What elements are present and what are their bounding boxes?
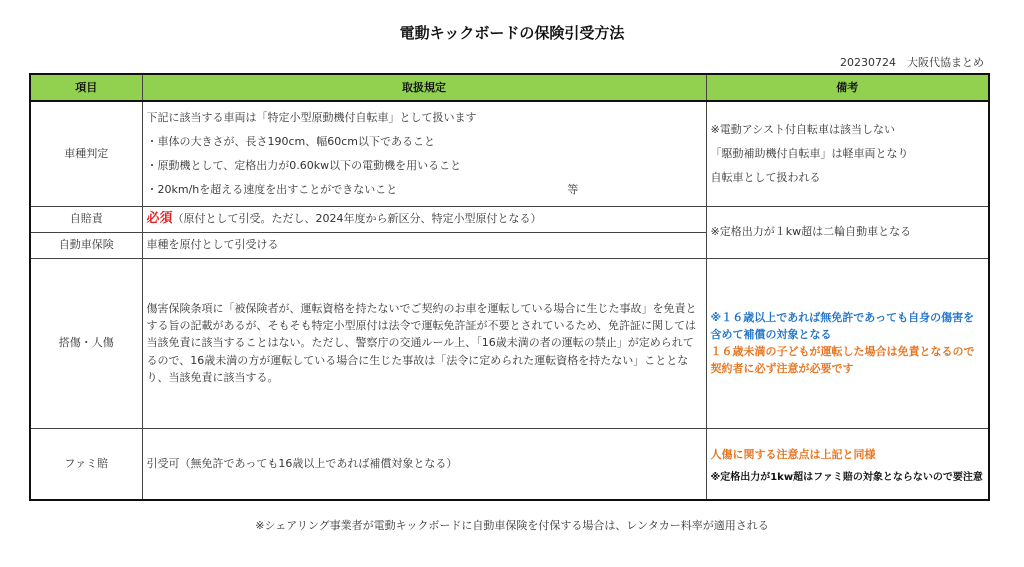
footer-note: ※シェアリング事業者が電動キックボードに自動車保険を付保する場合は、レンタカー料率が適用される: [255, 519, 769, 532]
page-subtitle: 20230724 大阪代協まとめ: [840, 56, 984, 69]
row-family-label: ファミ賠: [30, 428, 142, 500]
injury-note-blue: ※１６歳以上であれば無免許であっても自身の傷害を含めて補償の対象となる: [710, 310, 975, 341]
vehicle-note-3: 自転車として扱われる: [710, 170, 821, 184]
family-note-orange: 人傷に関する注意点は上記と同様: [710, 447, 876, 461]
header-rule: 取扱規定: [142, 74, 706, 101]
vehicle-line-3: ・原動機として、定格出力が0.60kw以下の電動機を用いること: [146, 158, 462, 172]
row-vehicle-label: 車種判定: [30, 101, 142, 206]
row-auto-rule: 車種を原付として引受ける: [142, 232, 706, 258]
row-family-rule: 引受可（無免許であっても16歳以上であれば補償対象となる）: [142, 428, 706, 500]
row-injury: [30, 258, 989, 428]
vehicle-line-4: [147, 178, 702, 202]
vehicle-line-4-text: ・20km/hを超える速度を出すことができないこと: [146, 182, 398, 196]
page-title: 電動キックボードの保険引受方法: [399, 24, 625, 42]
header-item: 項目: [30, 74, 142, 101]
vehicle-note-1: ※電動アシスト付自転車は該当しない: [710, 122, 895, 136]
row-family: [30, 428, 989, 500]
injury-note-orange: １６歳未満の子どもが運転した場合は免責となるので契約者に必ず注意が必要です: [710, 345, 975, 376]
row-cali: [30, 206, 989, 232]
vehicle-note-2: 「駆動補助機付自転車」は軽車両となり: [710, 146, 909, 160]
must-badge: 必須: [146, 210, 173, 226]
table-header-row: [30, 74, 989, 101]
vehicle-line-2: ・車体の大きさが、長さ190cm、幅60cm以下であること: [146, 134, 436, 148]
vehicle-line-4-etc: 等: [567, 182, 579, 196]
row-injury-note: [706, 258, 989, 428]
row-injury-rule: 傷害保険条項に「被保険者が、運転資格を持たないでご契約のお車を運転している場合に生じた事故」を免責とする旨の記載があるが、そもそも特定小型原付は法令で運転免許証が不要とされているため、免許証に関しては当該免責に該当することはない。ただし、警察庁の交通ルール上、「16歳未満の者の運転の禁止」が定められてるので、16歳未満の方が運転している場合に生じた事故は「法令に定められた運転資格を持たない」こととなり、当該免責に該当する。: [142, 258, 706, 428]
row-family-note: [706, 428, 989, 500]
row-vehicle-note: [706, 101, 989, 206]
row-auto-label: 自動車保険: [30, 232, 142, 258]
row-cali-label: 自賠責: [30, 206, 142, 232]
vehicle-line-1: 下記に該当する車両は「特定小型原動機付自転車」として扱います: [146, 110, 477, 124]
family-note-small: ※定格出力が1kw超はファミ賠の対象とならないので要注意: [710, 471, 983, 483]
row-vehicle: [30, 101, 989, 206]
row-vehicle-rule: [142, 101, 706, 206]
cali-auto-note: ※定格出力が１kw超は二輪自動車となる: [706, 206, 989, 258]
row-injury-label: 搭傷・人傷: [30, 258, 142, 428]
header-note: 備考: [706, 74, 989, 101]
row-cali-text: （原付として引受。ただし、2024年度から新区分、特定小型原付となる）: [172, 211, 542, 225]
row-cali-rule: [142, 206, 706, 232]
insurance-table: [29, 73, 990, 501]
